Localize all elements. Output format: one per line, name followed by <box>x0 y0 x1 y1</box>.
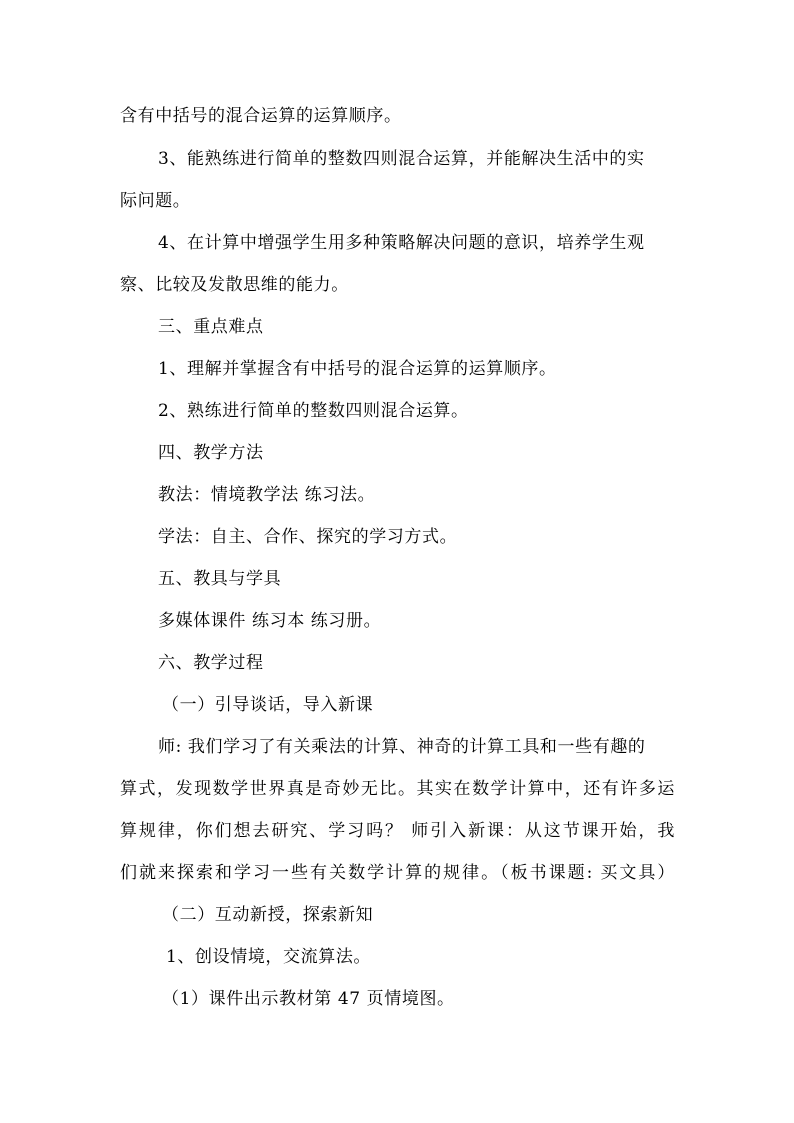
text-line: 多媒体课件 练习本 练习册。 <box>158 611 382 631</box>
text-line: 1、创设情境，交流算法。 <box>166 947 372 967</box>
text-line: 3、能熟练进行简单的整数四则混合运算，并能解决生活中的实 <box>158 149 645 169</box>
text-line: 学法：自主、合作、探究的学习方式。 <box>158 527 458 547</box>
text-line: 含有中括号的混合运算的运算顺序。 <box>120 106 402 126</box>
subsection-heading: （一）引导谈话，导入新课 <box>162 695 374 715</box>
text-line: 教法：情境教学法 练习法。 <box>158 485 376 505</box>
text-line: 1、理解并掌握含有中括号的混合运算的运算顺序。 <box>158 359 557 379</box>
text-line: 4、在计算中增强学生用多种策略解决问题的意识，培养学生观 <box>158 233 645 253</box>
section-heading: 三、重点难点 <box>158 317 264 337</box>
text-line: 察、比较及发散思维的能力。 <box>120 275 349 295</box>
subsection-heading: （二）互动新授，探索新知 <box>162 905 374 925</box>
section-heading: 六、教学过程 <box>158 653 264 673</box>
section-heading: 四、教学方法 <box>158 443 264 463</box>
text-line: 们就来探索和学习一些有关数学计算的规律。（板书课题: 买文具） <box>120 863 675 883</box>
text-line: 际问题。 <box>120 191 191 211</box>
text-line: （1）课件出示教材第 47 页情境图。 <box>162 989 455 1009</box>
text-line: 算式，发现数学世界真是奇妙无比。其实在数学计算中，还有许多运 <box>120 779 675 799</box>
text-line: 算规律，你们想去研究、学习吗？ 师引入新课：从这节课开始，我 <box>120 821 675 841</box>
text-line: 师: 我们学习了有关乘法的计算、神奇的计算工具和一些有趣的 <box>158 737 646 757</box>
section-heading: 五、教具与学具 <box>158 569 282 589</box>
text-line: 2、熟练进行简单的整数四则混合运算。 <box>158 401 469 421</box>
